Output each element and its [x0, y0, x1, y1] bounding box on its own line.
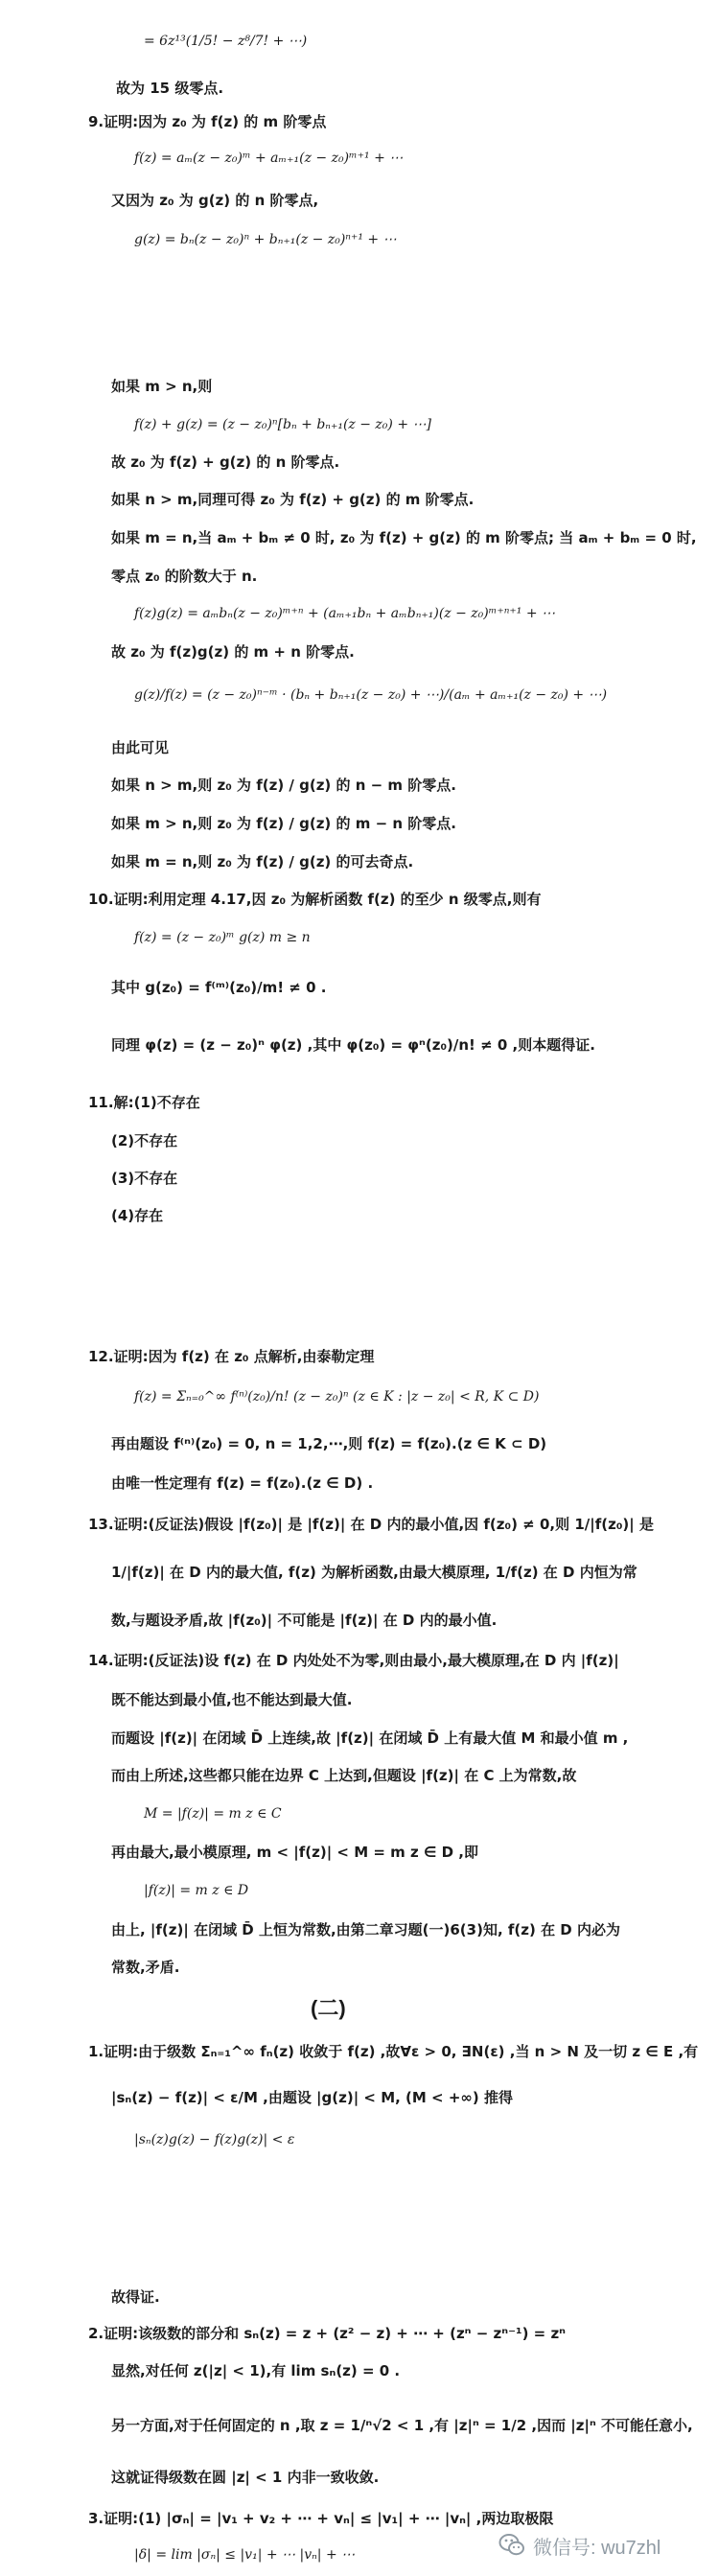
formula-line: |δ| = lim |σₙ| ≤ |v₁| + ⋯ |vₙ| + ⋯: [134, 2547, 356, 2563]
text-line: 故 z₀ 为 f(z)g(z) 的 m + n 阶零点.: [111, 643, 355, 661]
formula-line: f(z)g(z) = aₘbₙ(z − z₀)ᵐ⁺ⁿ + (aₘ₊₁bₙ + aₘbₙ₊₁)(z − z₀)ᵐ⁺ⁿ⁺¹ + ⋯: [134, 606, 556, 621]
text-line: 如果 m = n,则 z₀ 为 f(z) / g(z) 的可去奇点.: [111, 853, 414, 870]
formula-line: f(z) = Σₙ₌₀^∞ f⁽ⁿ⁾(z₀)/n! (z − z₀)ⁿ (z ∈ K : |z − z₀| < R, K ⊂ D): [134, 1389, 540, 1404]
text-line: 而由上所述,这些都只能在边界 C 上达到,但题设 |f(z)| 在 C 上为常数,故: [111, 1767, 577, 1784]
section2-problem-3-heading: 3.证明:(1) |σₙ| = |v₁ + v₂ + ⋯ + vₙ| ≤ |v₁| + ⋯ |vₙ| ,两边取极限: [88, 2510, 554, 2527]
formula-line: M = |f(z)| = m z ∈ C: [144, 1806, 282, 1822]
section2-problem-2-heading: 2.证明:该级数的部分和 sₙ(z) = z + (z² − z) + ⋯ + (zⁿ − zⁿ⁻¹) = zⁿ: [88, 2325, 567, 2342]
problem-12-heading: 12.证明:因为 f(z) 在 z₀ 点解析,由泰勒定理: [88, 1348, 375, 1365]
problem-9-heading: 9.证明:因为 z₀ 为 f(z) 的 m 阶零点: [88, 113, 327, 130]
text-line: 再由最大,最小模原理, m < |f(z)| < M = m z ∈ D ,即: [111, 1844, 478, 1861]
watermark-text: 微信号: wu7zhl: [533, 2537, 661, 2559]
text-line: 另一方面,对于任何固定的 n ,取 z = 1/ⁿ√2 < 1 ,有 |z|ⁿ = 1/2 ,因而 |z|ⁿ 不可能任意小,: [111, 2417, 693, 2434]
text-line: |sₙ(z) − f(z)| < ε/M ,由题设 |g(z)| < M, (M < +∞) 推得: [111, 2089, 513, 2106]
formula-line: f(z) = (z − z₀)ᵐ g(z) m ≥ n: [134, 930, 311, 945]
formula-line: g(z)/f(z) = (z − z₀)ⁿ⁻ᵐ · (bₙ + bₙ₊₁(z − z₀) + ⋯)/(aₘ + aₘ₊₁(z − z₀) + ⋯): [134, 687, 608, 703]
text-line: 如果 m = n,当 aₘ + bₘ ≠ 0 时, z₀ 为 f(z) + g(z) 的 m 阶零点; 当 aₘ + bₘ = 0 时,: [111, 529, 697, 546]
section2-problem-1-heading: 1.证明:由于级数 Σₙ₌₁^∞ fₙ(z) 收敛于 f(z) ,故∀ε > 0, ∃N(ε) ,当 n > N 及一切 z ∈ E ,有: [88, 2043, 699, 2060]
wechat-icon: [498, 2532, 525, 2559]
formula-line: g(z) = bₙ(z − z₀)ⁿ + bₙ₊₁(z − z₀)ⁿ⁺¹ + ⋯: [134, 232, 397, 247]
text-line: 故 z₀ 为 f(z) + g(z) 的 n 阶零点.: [111, 453, 340, 471]
text-line: 如果 n > m,同理可得 z₀ 为 f(z) + g(z) 的 m 阶零点.: [111, 491, 475, 508]
text-line: = 6z¹³(1/5! − z⁸/7! + ⋯): [144, 34, 308, 49]
text-line: 再由题设 f⁽ⁿ⁾(z₀) = 0, n = 1,2,⋯,则 f(z) = f(z₀).(z ∈ K ⊂ D): [111, 1435, 547, 1452]
problem-13-heading: 13.证明:(反证法)假设 |f(z₀)| 是 |f(z)| 在 D 内的最小值,因 f(z₀) ≠ 0,则 1/|f(z₀)| 是: [88, 1516, 654, 1533]
text-line: 而题设 |f(z)| 在闭域 D̄ 上连续,故 |f(z)| 在闭域 D̄ 上有最大值 M 和最小值 m ,: [111, 1729, 629, 1747]
text-line: 常数,矛盾.: [111, 1959, 180, 1976]
text-line: (3)不存在: [111, 1170, 178, 1187]
problem-10-heading: 10.证明:利用定理 4.17,因 z₀ 为解析函数 f(z) 的至少 n 级零点,则有: [88, 891, 542, 908]
text-line: 由唯一性定理有 f(z) = f(z₀).(z ∈ D) .: [111, 1474, 374, 1492]
text-line: 由此可见: [111, 739, 170, 756]
text-line: (2)不存在: [111, 1132, 178, 1149]
text-line: 如果 n > m,则 z₀ 为 f(z) / g(z) 的 n − m 阶零点.: [111, 777, 456, 794]
formula-line: |sₙ(z)g(z) − f(z)g(z)| < ε: [134, 2132, 295, 2147]
text-line: (4)存在: [111, 1207, 164, 1224]
text-line: 如果 m > n,则: [111, 378, 213, 395]
problem-11-heading: 11.解:(1)不存在: [88, 1094, 200, 1111]
text-line: 由上, |f(z)| 在闭域 D̄ 上恒为常数,由第二章习题(一)6(3)知, f(z) 在 D 内必为: [111, 1921, 620, 1938]
text-line: 其中 g(z₀) = f⁽ᵐ⁾(z₀)/m! ≠ 0 .: [111, 979, 327, 996]
text-line: 故得证.: [111, 2288, 160, 2306]
text-line: 零点 z₀ 的阶数大于 n.: [111, 568, 258, 585]
watermark: [498, 2531, 660, 2560]
formula-line: f(z) = aₘ(z − z₀)ᵐ + aₘ₊₁(z − z₀)ᵐ⁺¹ + ⋯: [134, 151, 404, 166]
problem-14-heading: 14.证明:(反证法)设 f(z) 在 D 内处处不为零,则由最小,最大模原理,在 D 内 |f(z)|: [88, 1652, 619, 1669]
text-line: 这就证得级数在圆 |z| < 1 内非一致收敛.: [111, 2469, 380, 2486]
section-heading: (二): [311, 1996, 346, 2020]
text-line: 同理 φ(z) = (z − z₀)ⁿ φ(z) ,其中 φ(z₀) = φⁿ(z₀)/n! ≠ 0 ,则本题得证.: [111, 1036, 595, 1054]
formula-line: |f(z)| = m z ∈ D: [144, 1883, 249, 1898]
text-line: 1/|f(z)| 在 D 内的最大值, f(z) 为解析函数,由最大模原理, 1/f(z) 在 D 内恒为常: [111, 1564, 637, 1581]
text-line: 如果 m > n,则 z₀ 为 f(z) / g(z) 的 m − n 阶零点.: [111, 815, 456, 832]
text-line: 故为 15 级零点.: [116, 80, 224, 97]
text-line: 数,与题设矛盾,故 |f(z₀)| 不可能是 |f(z)| 在 D 内的最小值.: [111, 1612, 498, 1629]
text-line: 既不能达到最小值,也不能达到最大值.: [111, 1691, 353, 1708]
formula-line: f(z) + g(z) = (z − z₀)ⁿ[bₙ + bₙ₊₁(z − z₀) + ⋯]: [134, 417, 431, 432]
text-line: 又因为 z₀ 为 g(z) 的 n 阶零点,: [111, 192, 319, 209]
text-line: 显然,对任何 z(|z| < 1),有 lim sₙ(z) = 0 .: [111, 2362, 401, 2379]
